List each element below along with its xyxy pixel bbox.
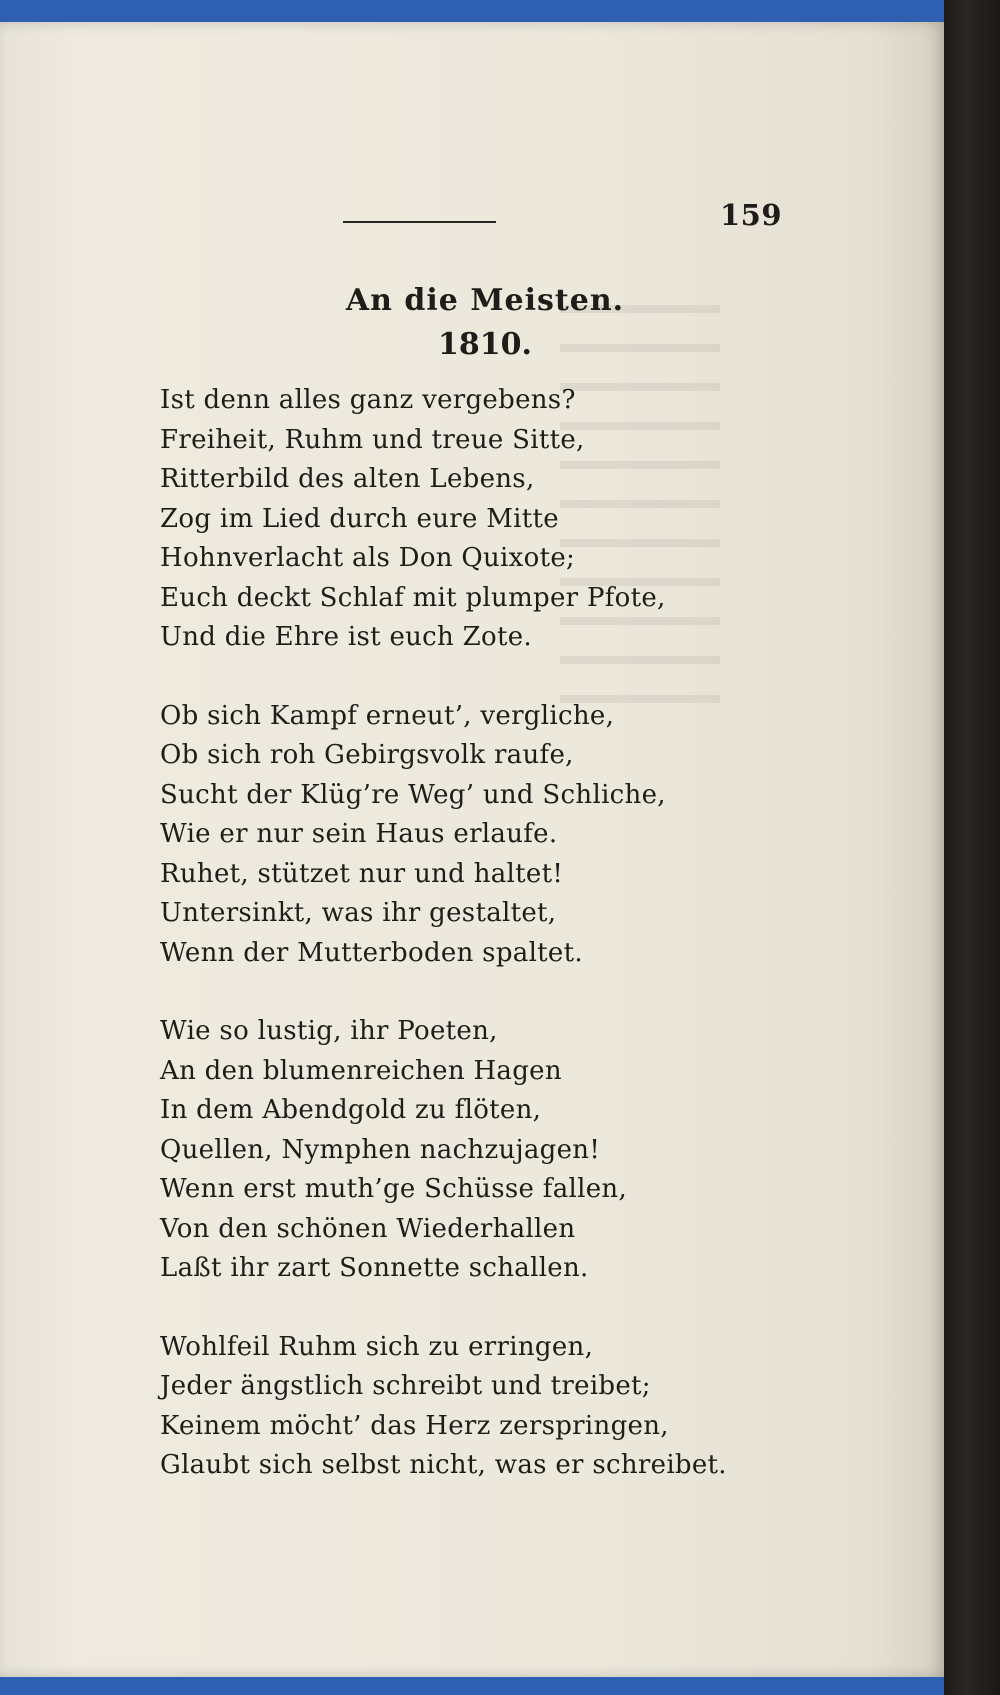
poem-line: Ist denn alles ganz vergebens? — [160, 385, 576, 415]
stanza-4 — [160, 1328, 727, 1486]
poem-line: Ob sich roh Gebirgsvolk raufe, — [160, 740, 574, 770]
poem-line: Jeder ängstlich schreibt und treibet; — [160, 1371, 651, 1401]
poem-title: An die Meisten. — [345, 283, 625, 318]
poem-line: Ruhet, stützet nur und haltet! — [160, 858, 564, 889]
poem-line: An den blumenreichen Hagen — [160, 1055, 562, 1086]
poem-line: Freiheit, Ruhm und treue Sitte, — [160, 424, 585, 455]
poem-year: 1810. — [438, 327, 532, 362]
page-number: 159 — [720, 198, 783, 232]
poem-line: Wie er nur sein Haus erlaufe. — [160, 819, 558, 849]
poem-line: Glaubt sich selbst nicht, was er schreibet. — [160, 1450, 727, 1480]
poem-line: Untersinkt, was ihr gestaltet, — [160, 898, 557, 928]
poem-line: Wie so lustig, ihr Poeten, — [160, 1016, 498, 1046]
poem-line: Keinem möcht’ das Herz zerspringen, — [160, 1410, 669, 1441]
poem-line: Von den schönen Wiederhallen — [160, 1213, 576, 1244]
poem-line: Laßt ihr zart Sonnette schallen. — [160, 1253, 589, 1283]
poem-line: Wenn der Mutterboden spaltet. — [160, 937, 583, 968]
poem-line: Und die Ehre ist euch Zote. — [160, 622, 532, 652]
poem-line: Wohlfeil Ruhm sich zu erringen, — [160, 1331, 594, 1362]
poem-body — [160, 381, 727, 1525]
poem-line: Wenn erst muth’ge Schüsse fallen, — [160, 1174, 628, 1204]
stanza-3 — [160, 1012, 700, 1289]
poem-line: Ritterbild des alten Lebens, — [160, 464, 535, 494]
poem-line: Euch deckt Schlaf mit plumper Pfote, — [160, 582, 666, 613]
stanza-2 — [160, 697, 700, 974]
poem-line: In dem Abendgold zu flöten, — [160, 1095, 542, 1125]
header-rule — [343, 221, 496, 223]
poem-line: Quellen, Nymphen nachzujagen! — [160, 1134, 601, 1165]
stanza-1 — [160, 381, 700, 658]
scan-background-edge — [944, 0, 1000, 1695]
poem-line: Ob sich Kampf erneut’, vergliche, — [160, 700, 615, 731]
poem-line: Hohnverlacht als Don Quixote; — [160, 543, 576, 573]
poem-line: Zog im Lied durch eure Mitte — [160, 503, 559, 534]
poem-line: Sucht der Klüg’re Weg’ und Schliche, — [160, 779, 666, 810]
